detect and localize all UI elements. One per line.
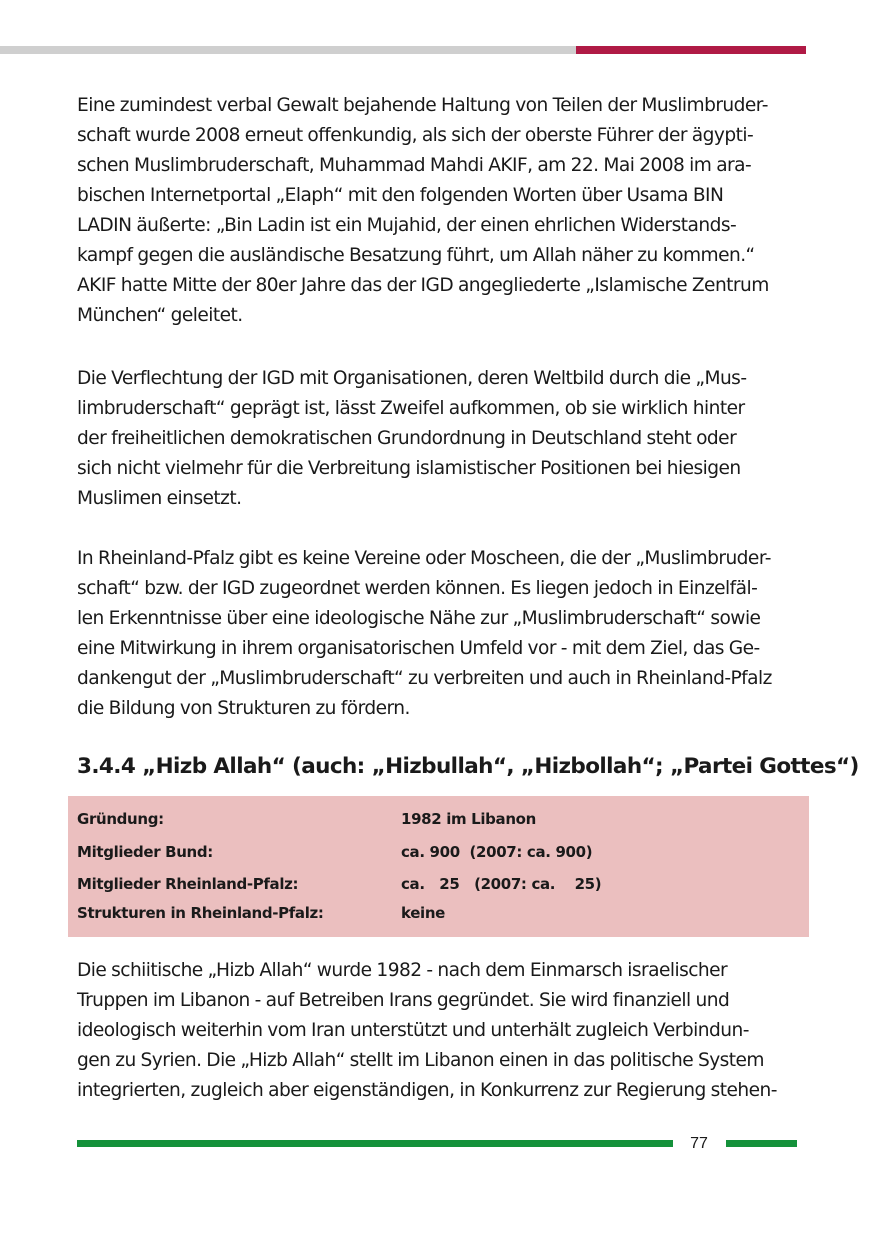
text-line: gen zu Syrien. Die „Hizb Allah“ stellt im Libanon einen in das politische System [77,1050,764,1071]
text-line: Die schiitische „Hizb Allah“ wurde 1982 - nach dem Einmarsch israelischer [77,960,728,981]
text-line: Truppen im Libanon - auf Betreiben Irans gegründet. Sie wird finanziell und [77,990,730,1011]
text-line: In Rheinland-Pfalz gibt es keine Vereine oder Moscheen, die der „Muslimbruder- [77,548,771,569]
info-value: keine [401,904,445,922]
text-line: Eine zumindest verbal Gewalt bejahende Haltung von Teilen der Muslimbruder- [77,95,768,116]
info-value: ca. 25 (2007: ca. 25) [401,875,602,893]
paragraph-akif-statement [77,91,769,331]
info-value: 1982 im Libanon [401,810,536,828]
paragraph-hizb-allah-intro [77,956,777,1106]
text-line: bischen Internetportal „Elaph“ mit den folgenden Worten über Usama BIN [77,185,724,206]
text-line: len Erkenntnisse über eine ideologische Nähe zur „Muslimbruderschaft“ sowie [77,608,761,629]
text-line: schen Muslimbruderschaft, Muhammad Mahdi AKIF, am 22. Mai 2008 im ara- [77,155,752,176]
info-label: Gründung: [77,810,164,828]
page-number: 77 [690,1135,708,1152]
info-value: ca. 900 (2007: ca. 900) [401,843,593,861]
header-rule-red [576,46,806,54]
footer-rule-right [726,1140,797,1147]
text-line: limbruderschaft“ geprägt ist, lässt Zweifel aufkommen, ob sie wirklich hinter [77,398,745,419]
text-line: integrierten, zugleich aber eigenständigen, in Konkurrenz zur Regierung stehen- [77,1080,777,1101]
text-line: LADIN äußerte: „Bin Ladin ist ein Mujahid, der einen ehrlichen Widerstands- [77,215,737,236]
footer-rule-left [77,1140,673,1147]
text-line: Die Verflechtung der IGD mit Organisationen, deren Weltbild durch die „Mus- [77,368,747,389]
text-line: schaft wurde 2008 erneut offenkundig, als sich der oberste Führer der ägypti- [77,125,754,146]
text-line: kampf gegen die ausländische Besatzung führt, um Allah näher zu kommen.“ [77,245,755,266]
info-box [68,796,809,937]
text-line: eine Mitwirkung in ihrem organisatorischen Umfeld vor - mit dem Ziel, das Ge- [77,638,760,659]
info-label: Mitglieder Rheinland-Pfalz: [77,875,299,893]
text-line: dankengut der „Muslimbruderschaft“ zu verbreiten und auch in Rheinland-Pfalz [77,668,772,689]
text-line: AKIF hatte Mitte der 80er Jahre das der IGD angegliederte „Islamische Zentrum [77,275,769,296]
text-line: der freiheitlichen demokratischen Grundordnung in Deutschland steht oder [77,428,737,449]
text-line: München“ geleitet. [77,305,243,326]
text-line: sich nicht vielmehr für die Verbreitung islamistischer Positionen bei hiesigen [77,458,741,479]
info-label: Mitglieder Bund: [77,843,213,861]
header-rule-gray [0,46,576,54]
text-line: schaft“ bzw. der IGD zugeordnet werden können. Es liegen jedoch in Einzelfäl- [77,578,758,599]
section-heading: 3.4.4 „Hizb Allah“ (auch: „Hizbullah“, „Hizbollah“; „Partei Gottes“) [77,754,859,779]
paragraph-rheinland-pfalz [77,544,772,724]
paragraph-igd-entanglement [77,364,746,514]
info-label: Strukturen in Rheinland-Pfalz: [77,904,324,922]
text-line: Muslimen einsetzt. [77,488,242,509]
text-line: die Bildung von Strukturen zu fördern. [77,698,410,719]
text-line: ideologisch weiterhin vom Iran unterstützt und unterhält zugleich Verbindun- [77,1020,749,1041]
